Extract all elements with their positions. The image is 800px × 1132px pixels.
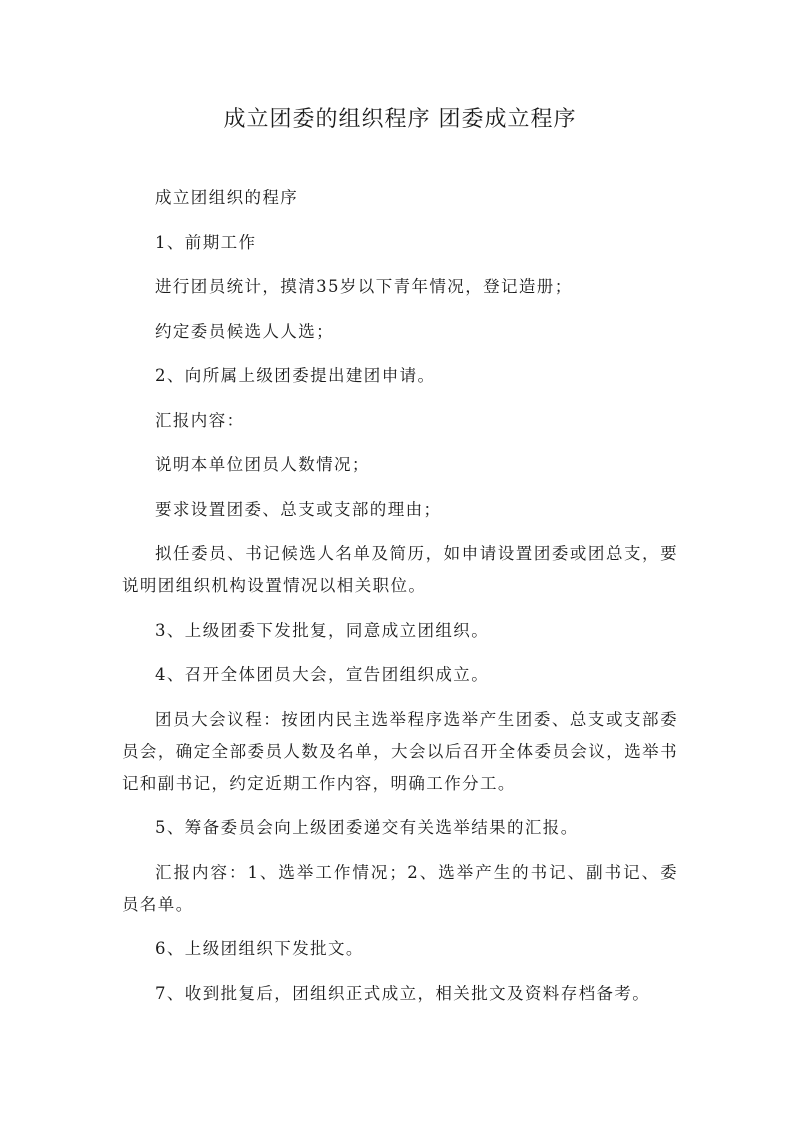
- document-title: 成立团委的组织程序 团委成立程序: [223, 107, 577, 132]
- paragraph-election-report: 汇报内容：1、选举工作情况；2、选举产生的书记、副书记、委员名单。: [122, 862, 678, 914]
- paragraph-candidate-list: 拟任委员、书记候选人名单及简历，如申请设置团委或团总支，要说明团组织机构设置情况以相关职位。: [122, 544, 678, 595]
- paragraph-step-6: 6、上级团组织下发批文。: [155, 939, 364, 958]
- paragraph-step-5: 5、筹备委员会向上级团委递交有关选举结果的汇报。: [155, 818, 579, 837]
- paragraph-member-statistics: 进行团员统计，摸清35岁以下青年情况，登记造册；: [155, 277, 573, 296]
- paragraph-section-heading: 成立团组织的程序: [155, 188, 299, 207]
- paragraph-member-count: 说明本单位团员人数情况；: [155, 455, 370, 474]
- paragraph-candidates: 约定委员候选人人选；: [155, 321, 334, 341]
- paragraph-step-2: 2、向所属上级团委提出建团申请。: [155, 366, 436, 385]
- paragraph-step-1: 1、前期工作: [155, 232, 257, 252]
- paragraph-step-4: 4、召开全体团员大会，宣告团组织成立。: [155, 665, 490, 684]
- paragraph-meeting-agenda: 团员大会议程：按团内民主选举程序选举产生团委、总支或支部委员会，确定全部委员人数及名单，大会以后召开全体委员会议，选举书记和副书记，约定近期工作内容，明确工作分工。: [122, 709, 678, 793]
- paragraph-step-7: 7、收到批复后，团组织正式成立，相关批文及资料存档备考。: [155, 983, 651, 1003]
- paragraph-reason: 要求设置团委、总支或支部的理由；: [155, 499, 442, 519]
- paragraph-step-3: 3、上级团委下发批复，同意成立团组织。: [155, 620, 490, 640]
- document-body: [122, 182, 678, 1010]
- paragraph-report-content: 汇报内容：: [155, 410, 245, 430]
